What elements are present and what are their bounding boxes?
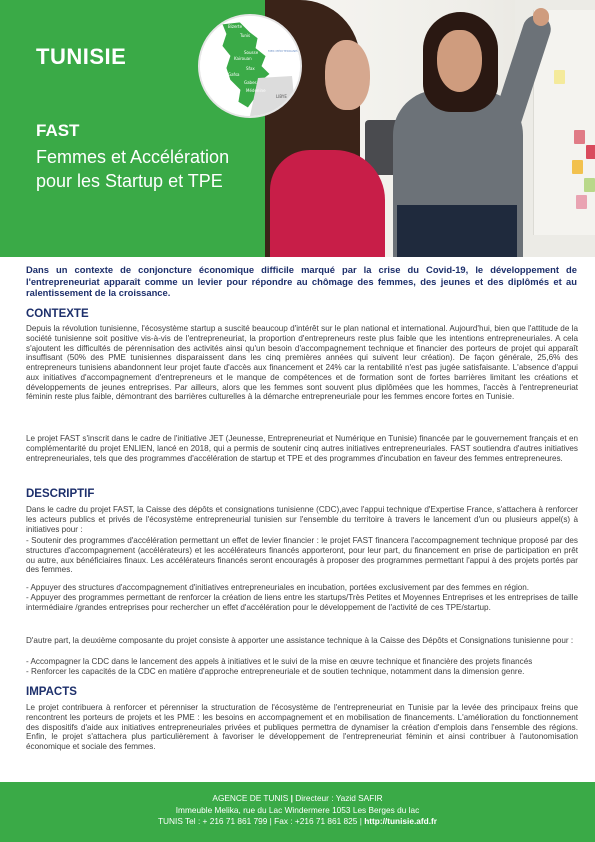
map-label-sfax: Sfax [246, 66, 255, 71]
footer-address: Immeuble Melika, rue du Lac Windermere 1053 Les Berges du lac [175, 804, 420, 815]
section-title-descriptif: DESCRIPTIF [26, 488, 95, 500]
intro-paragraph: Dans un contexte de conjoncture économique difficile marqué par la crise du Covid-19, le développement de l'entrepreneuriat apparaît comme un levier pour répondre au chômage des femmes, des jeunes et des diplômés et au ralentissement de la croissance. [26, 264, 577, 299]
section-title-contexte: CONTEXTE [26, 308, 89, 320]
tunisia-map-graphic [200, 16, 300, 116]
footer [0, 782, 595, 842]
map-label-tunis: Tunis [240, 33, 251, 38]
contexte-paragraph-2: Le projet FAST s'inscrit dans le cadre de l'initiative JET (Jeunesse, Entrepreneuriat et Numérique en Tunisie) financée par le gouvernement français et en complémentarité du projet ENLIEN, lancé en 2018, qui a permis de soutenir cinq autres initiatives entrepreneuriales. FAST soutiendra d'autres initiatives entrepreneuriales, tels que des programmes d'accélération de startup et TPE et des programmes d'incubation en faveur des femmes entrepreneures. [26, 434, 578, 463]
footer-contact-line [0, 816, 595, 828]
section-title-impacts: IMPACTS [26, 686, 77, 698]
header-photo [265, 0, 595, 257]
descriptif-paragraph-2: D'autre part, la deuxième composante du projet consiste à apporter une assistance technique à la Caisse des Dépôts et Consignations tunisienne pour : [26, 636, 574, 645]
descriptif-bullet-1: - Soutenir des programmes d'accélération permettant un effet de levier financier : le projet FAST financera l'accompagnement technique proposé par des structures d'accompagnement (accélérateurs) et les accélérateurs financés apporteront, pour leur part, du financement en prise de participation en prêt ou autre, aux bénéficiaires finaux. Les accélérateurs financés seront encouragés à proposer des programmes permettant l'appui à des projets portés par des femmes. [26, 536, 578, 575]
map-label-libye: LIBYE [276, 94, 287, 99]
map-label-sousse: Sousse [244, 50, 259, 55]
project-acronym: FAST [36, 121, 80, 140]
footer-separator-2: | [359, 816, 365, 826]
map-label-kairouan: Kairouan [234, 56, 252, 61]
map-label-bizerte: Bizerte [228, 24, 243, 29]
header-banner [0, 0, 595, 257]
impacts-paragraph: Le projet contribuera à renforcer et pérenniser la structuration de l'écosystème de l'entrepreneuriat en Tunisie par la levée des principaux freins que rencontrent les porteurs de projets et les PME : les besoins en accompagnement et en mobilisation de financements. L'amélioration du fonctionnement des dispositifs d'aide aux initiatives entrepreneuriales privées et publiques permettra de dynamiser la création d'emplois dans l'ensemble des régions. Enfin, le projet s'attachera plus particulièrement à favoriser le développement de l'entrepreneuriat féminin et ainsi contribuer à l'autonomisation économique et sociale des femmes. [26, 703, 578, 751]
map-label-gafsa: Gafsa [228, 72, 240, 77]
descriptif-paragraph-1: Dans le cadre du projet FAST, la Caisse des dépôts et consignations tunisienne (CDC),avec l'appui technique d'Expertise France, s'attachera à renforcer les acteurs publics et privés de l'écosystème entrepreneurial tunisien sur l'ensemble du territoire à travers le lancement d'un ou plusieurs appel(s) à initiatives pour : [26, 505, 578, 534]
footer-contact: TUNIS Tel : + 216 71 861 799 | Fax : +216 71 861 825 [157, 816, 358, 826]
map-label-sea: MER MÉDITERRANÉE [268, 49, 300, 53]
country-title: TUNISIE [36, 44, 127, 69]
contexte-paragraph-1: Depuis la révolution tunisienne, l'écosystème startup a suscité beaucoup d'intérêt sur le plan national et international. Aujourd'hui, bien que l'attitude de la société tunisienne soit positive vis-à-vis de l'entrepreneuriat, la proportion d'entrepreneurs reste plus faible que les intentions entrepreneuriales. A cela s'ajoutent les difficultés de pérennisation des activités ainsi qu'un besoin d'accompagnement technique et financier des porteurs de projet qui apparaît insuffisant (50% des PME tunisiennes disparaissent dans les cinq premières années qui suivent leur création). De façon générale, 25,6% des entrepreneurs tunisiens abandonnent leur projet faute d'accès aux financement et 24% car la rentabilité n'est pas jugée satisfaisante. L'absence d'appui aux initiatives d'accompagnement d'entrepreneurs et le manque de compétences et de formation sont de fortes barrières limitant les créations et développements de jeunes entreprises. Par ailleurs, alors que les femmes sont souvent plus diplômées que les hommes, l'accès à l'entrepreneuriat féminin reste plus faible, démontrant des barrières culturelles à la démarche entrepreneuriale pour les femmes encore fortes en Tunisie. [26, 324, 578, 402]
subtitle-line-2: pour les Startup et TPE [36, 171, 223, 191]
descriptif-bullet-2: - Appuyer des structures d'accompagnement d'initiatives entrepreneuriales en incubation, portées exclusivement par des femmes en région. [26, 583, 530, 592]
descriptif-bullet-3: - Appuyer des programmes permettant de renforcer la création de liens entre les startups/Très Petites et Moyennes Entreprises et les entreprises de taille intermédiaire /grandes entreprises pour rechercher un effet d'accélération pour le développement de l'activité de ces TPE/startup. [26, 593, 578, 612]
tunisia-map [198, 14, 302, 118]
subtitle-line-1: Femmes et Accélération [36, 147, 230, 167]
map-label-gabes: Gabes [244, 80, 257, 85]
footer-director: Directeur : Yazid SAFIR [295, 793, 383, 803]
footer-separator: | [290, 793, 293, 803]
descriptif-bullet-5: - Renforcer les capacités de la CDC en matière d'approche entrepreneuriale et de soutien technique, notamment dans la dimension genre. [26, 667, 525, 676]
footer-website-link[interactable]: http://tunisie.afd.fr [364, 816, 438, 826]
footer-agency: AGENCE DE TUNIS [212, 793, 289, 803]
descriptif-bullet-4: - Accompagner la CDC dans le lancement des appels à initiatives et le suivi de la mise en œuvre technique et financière des projets financés [26, 657, 533, 666]
map-label-medenine: Médenine [246, 88, 266, 93]
footer-agency-line [0, 782, 595, 805]
project-subtitle [36, 145, 268, 193]
